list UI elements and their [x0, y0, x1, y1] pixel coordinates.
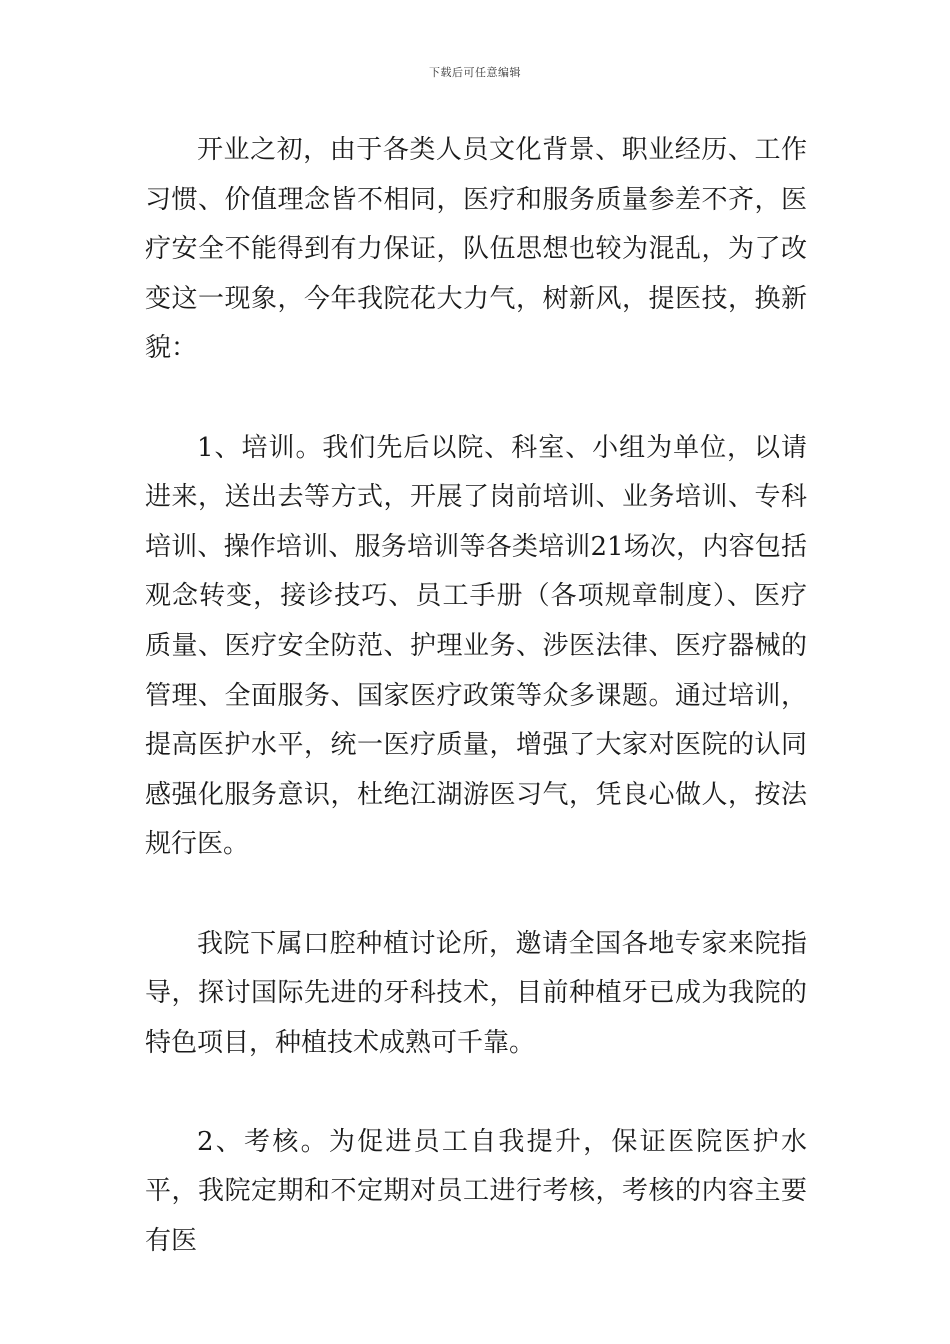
paragraph-intro: 开业之初，由于各类人员文化背景、职业经历、工作习惯、价值理念皆不相同，医疗和服务质量参差不齐，医疗安全不能得到有力保证，队伍思想也较为混乱，为了改变这一现象，今年我院花大力气，树新风，提医技，换新貌： [145, 135, 807, 364]
document-body [145, 126, 807, 1267]
header-note: 下载后可任意编辑 [429, 66, 521, 79]
paragraph-dental: 我院下属口腔种植讨论所，邀请全国各地专家来院指导，探讨国际先进的牙科技术，目前种植牙已成为我院的特色项目，种植技术成熟可千靠。 [145, 928, 807, 1058]
paragraph-assessment: 2、考核。为促进员工自我提升，保证医院医护水平，我院定期和不定期对员工进行考核，考核的内容主要有医 [145, 1126, 807, 1257]
paragraph-training: 1、培训。我们先后以院、科室、小组为单位，以请进来，送出去等方式，开展了岗前培训、业务培训、专科培训、操作培训、服务培训等各类培训21场次，内容包括观念转变，接诊技巧、员工手册（各项规章制度）、医疗质量、医疗安全防范、护理业务、涉医法律、医疗器械的管理、全面服务、国家医疗政策等众多课题。通过培训，提高医护水平，统一医疗质量，增强了大家对医院的认同感强化服务意识，杜绝江湖游医习气，凭良心做人，按法规行医。 [145, 432, 807, 860]
